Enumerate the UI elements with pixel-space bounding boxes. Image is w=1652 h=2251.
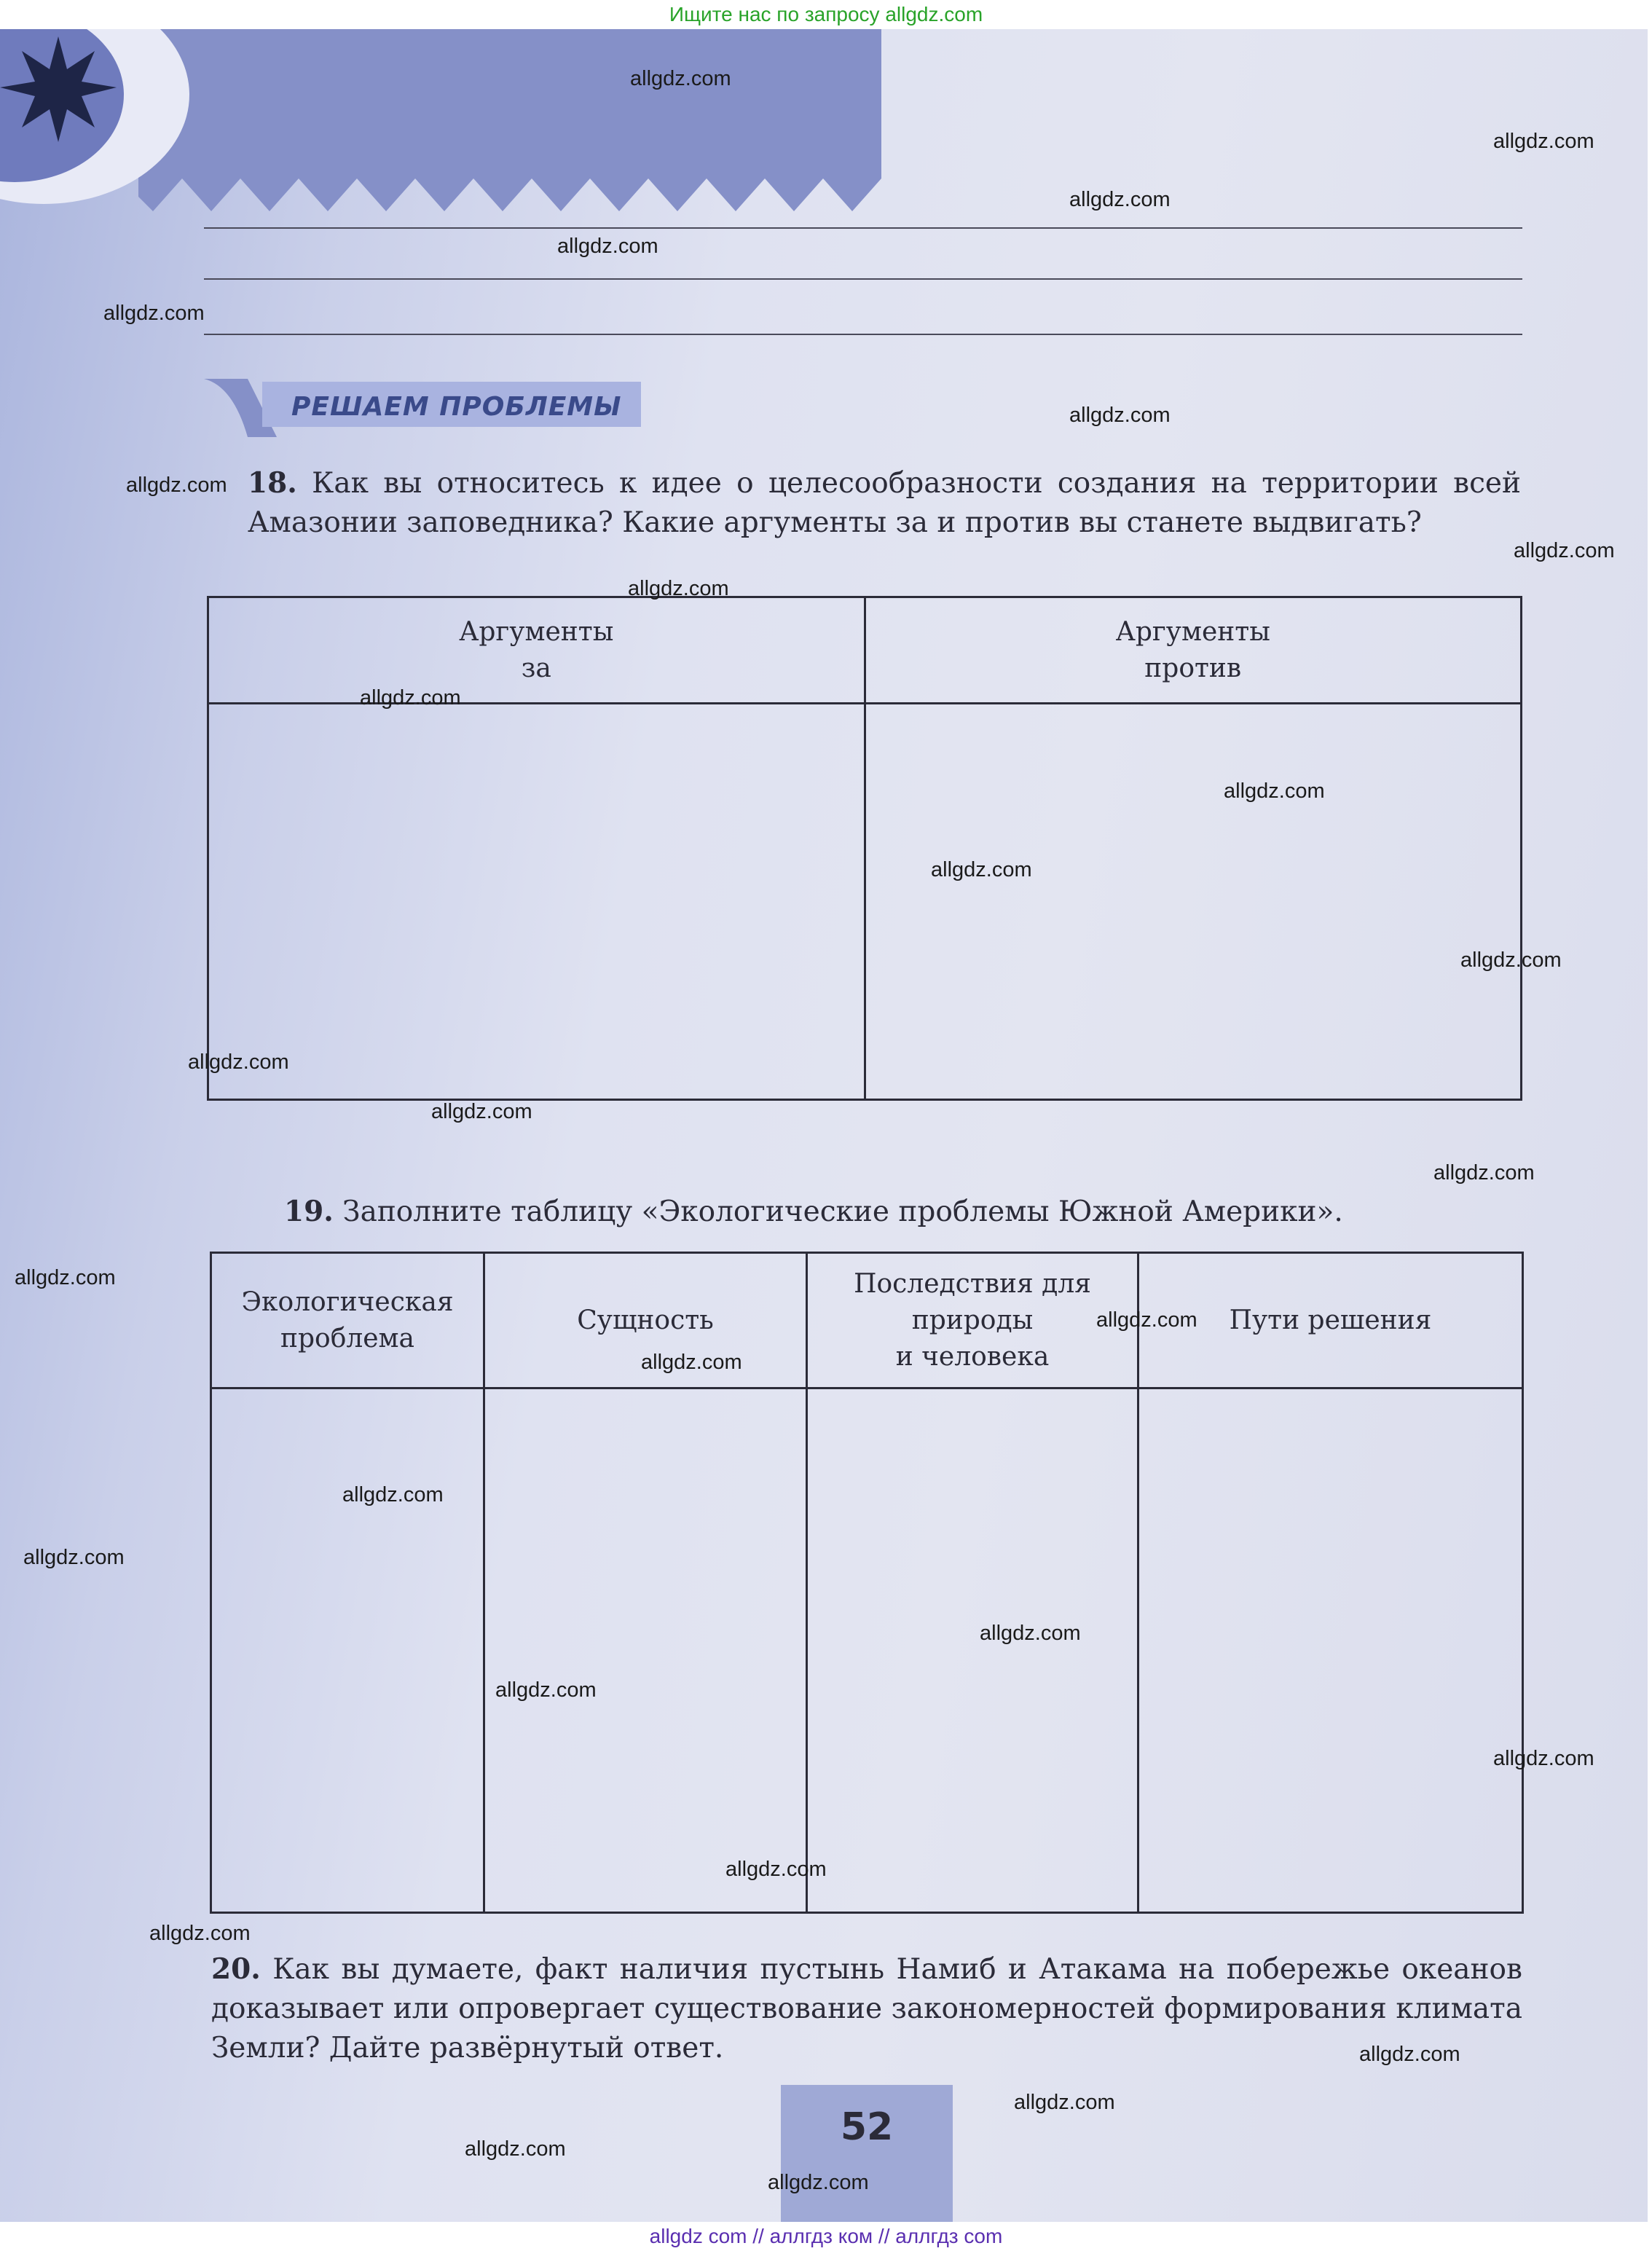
question-19-text: Заполните таблицу «Экологические проблемы Южной Америки». [342,1195,1343,1228]
watermark: allgdz.com [1069,404,1171,427]
watermark: allgdz.com [495,1678,597,1702]
question-19-number: 19. [284,1195,334,1228]
page-number: 52 [840,2105,894,2149]
watermark: allgdz.com [641,1351,742,1374]
section-title: РЕШАЕМ ПРОБЛЕМЫ [291,392,622,422]
arguments-against-header: Аргументы против [865,597,1522,704]
watermark: allgdz.com [1493,130,1594,153]
arguments-for-answer-cell[interactable] [208,704,865,1100]
question-20-text: Как вы думаете, факт наличия пустынь Намиб и Атакама на побережье океанов доказывает или опровергает существование закономерностей формирования климата Земли? Дайте развёрнутый ответ. [211,1953,1522,2065]
arguments-for-header: Аргументы за [208,597,865,704]
col-essence-header: Сущность [484,1253,807,1388]
watermark: allgdz.com [931,858,1032,881]
watermark: allgdz.com [1433,1161,1535,1185]
question-18-text: Как вы относитесь к идее о целесообразности создания на территории всей Амазонии заповедника? Какие аргументы за и против вы станете выдвигать? [248,467,1521,539]
watermark: allgdz.com [1359,2043,1460,2066]
eco-problem-answer-cell[interactable] [211,1388,484,1913]
answer-line-1 [204,227,1522,229]
arguments-table [207,596,1522,1101]
essence-answer-cell[interactable] [484,1388,807,1913]
watermark: allgdz.com [23,1546,125,1569]
watermark: allgdz.com [15,1266,116,1289]
watermark: allgdz.com [188,1050,289,1074]
answer-line-2 [204,278,1522,280]
question-18 [248,463,1521,543]
watermark: allgdz.com [557,235,658,258]
watermark: allgdz.com [149,1922,251,1945]
eco-problems-table [210,1252,1524,1914]
watermark: allgdz.com [103,302,205,325]
solutions-answer-cell[interactable] [1138,1388,1523,1913]
watermark: allgdz.com [1493,1747,1594,1770]
arguments-against-answer-cell[interactable] [865,704,1522,1100]
consequences-answer-cell[interactable] [807,1388,1138,1913]
watermark: allgdz.com [630,67,731,90]
watermark: allgdz.com [342,1483,444,1506]
watermark: allgdz.com [360,686,461,710]
answer-line-3 [204,334,1522,335]
watermark: allgdz.com [980,1622,1081,1645]
watermark: allgdz.com [431,1100,532,1123]
col-eco-problem-header: Экологическая проблема [211,1253,484,1388]
watermark: allgdz.com [1014,2091,1115,2114]
question-20 [211,1949,1522,2068]
question-18-number: 18. [248,466,297,500]
top-banner[interactable]: Ищите нас по запросу allgdz.com [669,3,983,25]
watermark: allgdz.com [1069,188,1171,211]
col-solutions-header: Пути решения [1138,1253,1523,1388]
header-decoration [0,29,1652,291]
question-20-number: 20. [211,1952,261,1986]
watermark: allgdz.com [768,2171,869,2194]
watermark: allgdz.com [725,1858,827,1881]
watermark: allgdz.com [1224,779,1325,803]
watermark: allgdz.com [126,474,227,497]
watermark: allgdz.com [1514,539,1615,562]
question-19 [284,1192,1522,1232]
col-consequences-header: Последствия для природы и человека [807,1253,1138,1388]
bottom-banner[interactable]: allgdz com // аллгдз ком // аллгдз com [0,2222,1652,2251]
watermark: allgdz.com [628,577,729,600]
header-zigzag-band [138,29,881,211]
watermark: allgdz.com [1460,948,1562,972]
watermark: allgdz.com [465,2137,566,2161]
watermark: allgdz.com [1096,1308,1197,1332]
